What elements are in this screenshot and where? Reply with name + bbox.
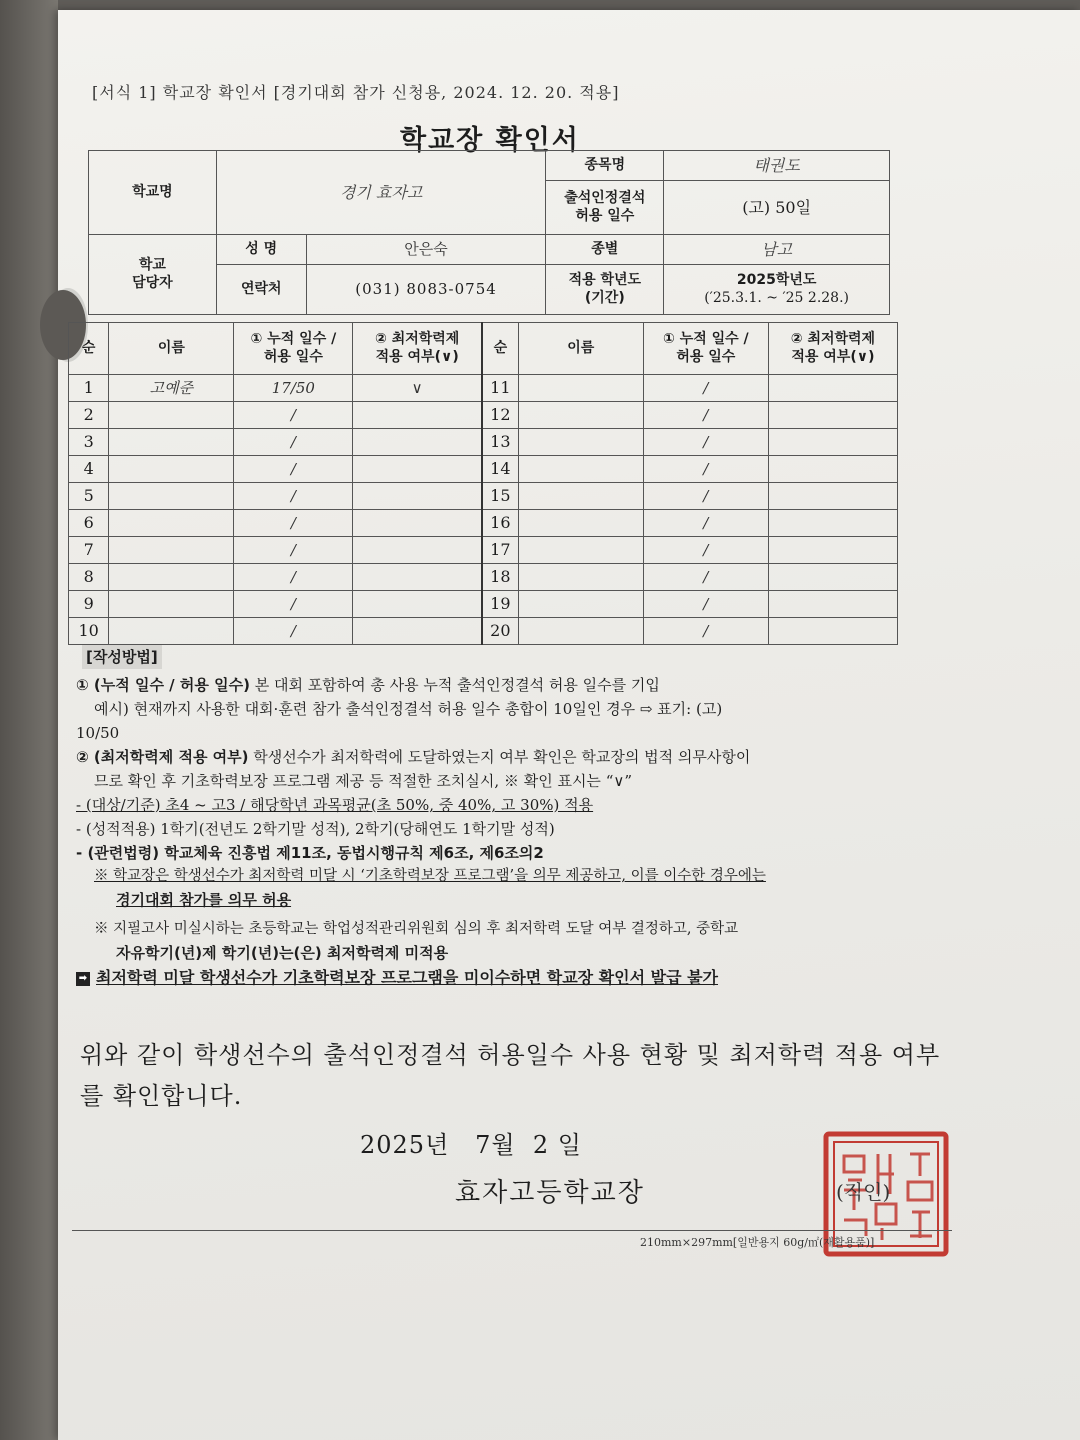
row-number: 12 [482, 402, 518, 429]
desk-edge [0, 0, 58, 1440]
athlete-table [68, 322, 898, 645]
row-name [518, 402, 643, 429]
row-min [353, 456, 482, 483]
row-name [518, 591, 643, 618]
row-name [109, 483, 234, 510]
row-number: 16 [482, 510, 518, 537]
row-name: 고예준 [109, 375, 234, 402]
period-value: (′25.3.1. ~ ′25 2.28.) [704, 289, 849, 306]
row-name [109, 456, 234, 483]
info-table [88, 150, 890, 315]
row-min [353, 618, 482, 645]
manager-name-value: 안은숙 [306, 235, 546, 265]
row-min [353, 429, 482, 456]
row-number: 10 [69, 618, 109, 645]
item2-head: ② (최저학력제 적용 여부) [76, 748, 249, 766]
row-days: / [234, 456, 353, 483]
note-1b: 경기대회 참가를 의무 허용 [116, 891, 292, 910]
table-row [69, 591, 898, 618]
footer-rule [72, 1230, 952, 1231]
row-days: / [643, 402, 768, 429]
sub-grades: - (성적적용) 1학기(전년도 2학기말 성적), 2학기(당해연도 1학기말 성적) [76, 820, 555, 838]
row-min [353, 537, 482, 564]
row-name [518, 456, 643, 483]
row-number: 18 [482, 564, 518, 591]
row-days: / [643, 618, 768, 645]
note-2: ※ 지필고사 미실시하는 초등학교는 학업성적관리위원회 심의 후 최저학력 도달 여부 결정하고, 중학교 [94, 921, 739, 938]
row-number: 8 [69, 564, 109, 591]
contact-value: (031) 8083-0754 [306, 265, 546, 315]
contact-label: 연락처 [216, 265, 306, 315]
sport-value: 태권도 [664, 151, 890, 181]
row-number: 7 [69, 537, 109, 564]
stamp-label: (직인) [836, 1180, 891, 1204]
row-name [518, 429, 643, 456]
row-min [768, 483, 897, 510]
gender-label: 종별 [546, 235, 664, 265]
row-name [518, 375, 643, 402]
row-number: 4 [69, 456, 109, 483]
table-row [69, 402, 898, 429]
item2-text2: 므로 확인 후 기초학력보장 프로그램 제공 등 적절한 조치실시, ※ 확인 표시는 “∨” [94, 772, 633, 790]
row-min [768, 456, 897, 483]
row-number: 17 [482, 537, 518, 564]
item1-head: ① (누적 일수 / 허용 일수) [76, 676, 250, 694]
row-name [109, 402, 234, 429]
row-days: / [234, 537, 353, 564]
notice-text: 최저학력 미달 학생선수가 기초학력보장 프로그램을 미이수하면 학교장 확인서 발급 불가 [96, 968, 719, 988]
header-min: ② 최저학력제 적용 여부(∨) [353, 323, 482, 375]
row-number: 19 [482, 591, 518, 618]
row-min [353, 564, 482, 591]
paper-spec: 210mm×297mm[일반용지 60g/㎡(재활용품)] [640, 1236, 875, 1249]
header-seq: 순 [482, 323, 518, 375]
row-min [768, 618, 897, 645]
row-days: / [234, 591, 353, 618]
row-min [768, 510, 897, 537]
notice [76, 965, 916, 991]
row-min [353, 510, 482, 537]
row-number: 20 [482, 618, 518, 645]
manager-label: 학교 담당자 [89, 235, 217, 315]
row-number: 2 [69, 402, 109, 429]
row-days: 17/50 [234, 375, 353, 402]
header-days: ① 누적 일수 / 허용 일수 [234, 323, 353, 375]
table-row [69, 456, 898, 483]
row-name [518, 510, 643, 537]
row-name [109, 537, 234, 564]
allowed-days-label: 출석인정결석 허용 일수 [546, 181, 664, 235]
row-name [109, 564, 234, 591]
school-name-label: 학교명 [89, 151, 217, 235]
row-min [353, 591, 482, 618]
row-days: / [643, 537, 768, 564]
header-name: 이름 [518, 323, 643, 375]
row-days: / [643, 483, 768, 510]
row-days: / [643, 564, 768, 591]
manager-name-label: 성 명 [216, 235, 306, 265]
row-number: 13 [482, 429, 518, 456]
row-number: 11 [482, 375, 518, 402]
row-min: ∨ [353, 375, 482, 402]
row-number: 15 [482, 483, 518, 510]
row-name [109, 591, 234, 618]
table-row [69, 429, 898, 456]
table-row [69, 510, 898, 537]
item1-example: 예시) 현재까지 사용한 대회·훈련 참가 출석인정결석 허용 일수 총합이 10일인 경우 ⇨ 표기: (고) [94, 700, 723, 718]
row-name [109, 618, 234, 645]
item1-text: 본 대회 포함하여 총 사용 누적 출석인정결석 허용 일수를 기입 [249, 676, 660, 694]
row-number: 6 [69, 510, 109, 537]
table-row [69, 564, 898, 591]
row-days: / [234, 564, 353, 591]
arrow-box-icon: ➡ [76, 972, 90, 986]
table-row [69, 618, 898, 645]
year-label: 적용 학년도 (기간) [546, 265, 664, 315]
item1-example2: 10/50 [76, 724, 120, 742]
row-min [768, 375, 897, 402]
row-name [109, 510, 234, 537]
sport-label: 종목명 [546, 151, 664, 181]
row-name [518, 564, 643, 591]
row-name [518, 618, 643, 645]
header-min: ② 최저학력제 적용 여부(∨) [768, 323, 897, 375]
form-label: [서식 1] 학교장 확인서 [경기대회 참가 신청용, 2024. 12. 20. 적용] [92, 83, 620, 102]
table-row [69, 537, 898, 564]
row-number: 5 [69, 483, 109, 510]
signer: 효자고등학교장 [455, 1178, 645, 1208]
header-name: 이름 [109, 323, 234, 375]
row-min [768, 564, 897, 591]
row-days: / [643, 591, 768, 618]
row-min [353, 483, 482, 510]
row-min [768, 591, 897, 618]
row-min [768, 537, 897, 564]
table-row [69, 375, 898, 402]
header-days: ① 누적 일수 / 허용 일수 [643, 323, 768, 375]
row-number: 1 [69, 375, 109, 402]
note-1: ※ 학교장은 학생선수가 최저학력 미달 시 ‘기초학력보장 프로그램’을 의무 제공하고, 이를 이수한 경우에는 [94, 868, 766, 884]
table-row [69, 483, 898, 510]
row-min [353, 402, 482, 429]
row-days: / [643, 456, 768, 483]
row-number: 14 [482, 456, 518, 483]
athlete-rows [69, 375, 898, 645]
row-name [109, 429, 234, 456]
instructions-tag: [작성방법] [82, 645, 162, 669]
row-name [518, 483, 643, 510]
note-2b: 자유학기(년)제 학기(년)는(은) 최저학력제 미적용 [116, 944, 449, 963]
row-number: 9 [69, 591, 109, 618]
allowed-days-value: (고) 50일 [664, 181, 890, 235]
row-days: / [643, 510, 768, 537]
year-value: 2025학년도 [736, 272, 817, 288]
row-number: 3 [69, 429, 109, 456]
gender-value: 남고 [664, 235, 890, 265]
issue-date: 2025년 7월 2 일 [360, 1131, 582, 1159]
row-days: / [643, 375, 768, 402]
header-seq: 순 [69, 323, 109, 375]
confirmation-text: 위와 같이 학생선수의 출석인정결석 허용일수 사용 현황 및 최저학력 적용 여부를 확인합니다. [80, 1041, 941, 1110]
sub-target: - (대상/기준) 초4 ~ 고3 / 해당학년 과목평균(초 50%, 중 40%, 고 30%) 적용 [76, 796, 594, 814]
row-min [768, 429, 897, 456]
row-days: / [234, 402, 353, 429]
sub-law: - (관련법령) 학교체육 진흥법 제11조, 동법시행규칙 제6조, 제6조의2 [76, 844, 544, 862]
school-name-value: 경기 효자고 [216, 151, 546, 235]
row-name [518, 537, 643, 564]
row-days: / [234, 429, 353, 456]
row-days: / [234, 483, 353, 510]
instructions [76, 645, 916, 991]
row-days: / [234, 510, 353, 537]
document-title: 학교장 확인서 [400, 125, 580, 156]
item2-text: 학생선수가 최저학력에 도달하였는지 여부 확인은 학교장의 법적 의무사항이 [248, 748, 751, 766]
row-min [768, 402, 897, 429]
year-cell [664, 265, 890, 315]
row-days: / [643, 429, 768, 456]
row-days: / [234, 618, 353, 645]
